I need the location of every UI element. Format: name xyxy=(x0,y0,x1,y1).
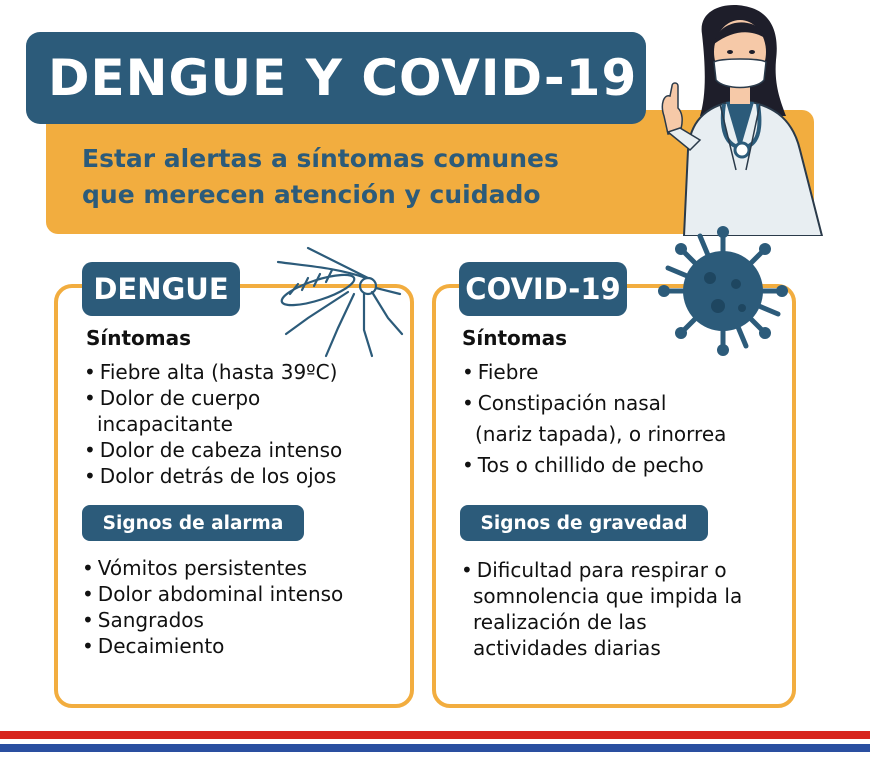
dengue-symptom-item-continued: incapacitante xyxy=(97,412,233,436)
dengue-badge: DENGUE xyxy=(82,262,240,316)
covid-symptom-item-continued: (nariz tapada), o rinorrea xyxy=(475,422,727,446)
covid-symptom-item: • Tos o chillido de pecho xyxy=(462,453,704,477)
covid-symptom-item: • Fiebre xyxy=(462,360,539,384)
doctor-illustration xyxy=(640,0,870,236)
covid-badge: COVID-19 xyxy=(459,262,627,316)
covid-symptom-item: • Constipación nasal xyxy=(462,391,666,415)
dengue-alarm-item: • Sangrados xyxy=(82,608,204,632)
dengue-symptom-item: • Dolor detrás de los ojos xyxy=(84,464,336,488)
subtitle-line-2: que merecen atención y cuidado xyxy=(82,180,541,209)
mosquito-icon xyxy=(268,238,408,358)
flag-stripe-blue xyxy=(0,744,870,752)
dengue-symptom-item: • Dolor de cabeza intenso xyxy=(84,438,342,462)
dengue-alarm-item: • Decaimiento xyxy=(82,634,224,658)
dengue-alarm-badge: Signos de alarma xyxy=(82,505,304,541)
dengue-alarm-item: • Vómitos persistentes xyxy=(82,556,307,580)
covid-symptoms-heading: Síntomas xyxy=(462,326,568,350)
flag-stripe-red xyxy=(0,731,870,739)
covid-severity-item-continued: realización de las xyxy=(473,610,647,634)
dengue-alarm-item: • Dolor abdominal intenso xyxy=(82,582,343,606)
title-banner xyxy=(26,32,646,124)
subtitle-line-1: Estar alertas a síntomas comunes xyxy=(82,144,559,173)
covid-severity-item: • Dificultad para respirar o xyxy=(461,558,727,582)
dengue-symptom-item: • Fiebre alta (hasta 39ºC) xyxy=(84,360,337,384)
virus-icon xyxy=(658,226,788,356)
page-title: DENGUE Y COVID-19 xyxy=(48,49,638,107)
covid-severity-item-continued: somnolencia que impida la xyxy=(473,584,743,608)
dengue-symptom-item: • Dolor de cuerpo xyxy=(84,386,260,410)
dengue-symptoms-heading: Síntomas xyxy=(86,326,192,350)
covid-severity-badge: Signos de gravedad xyxy=(460,505,708,541)
covid-severity-item-continued: actividades diarias xyxy=(473,636,661,660)
